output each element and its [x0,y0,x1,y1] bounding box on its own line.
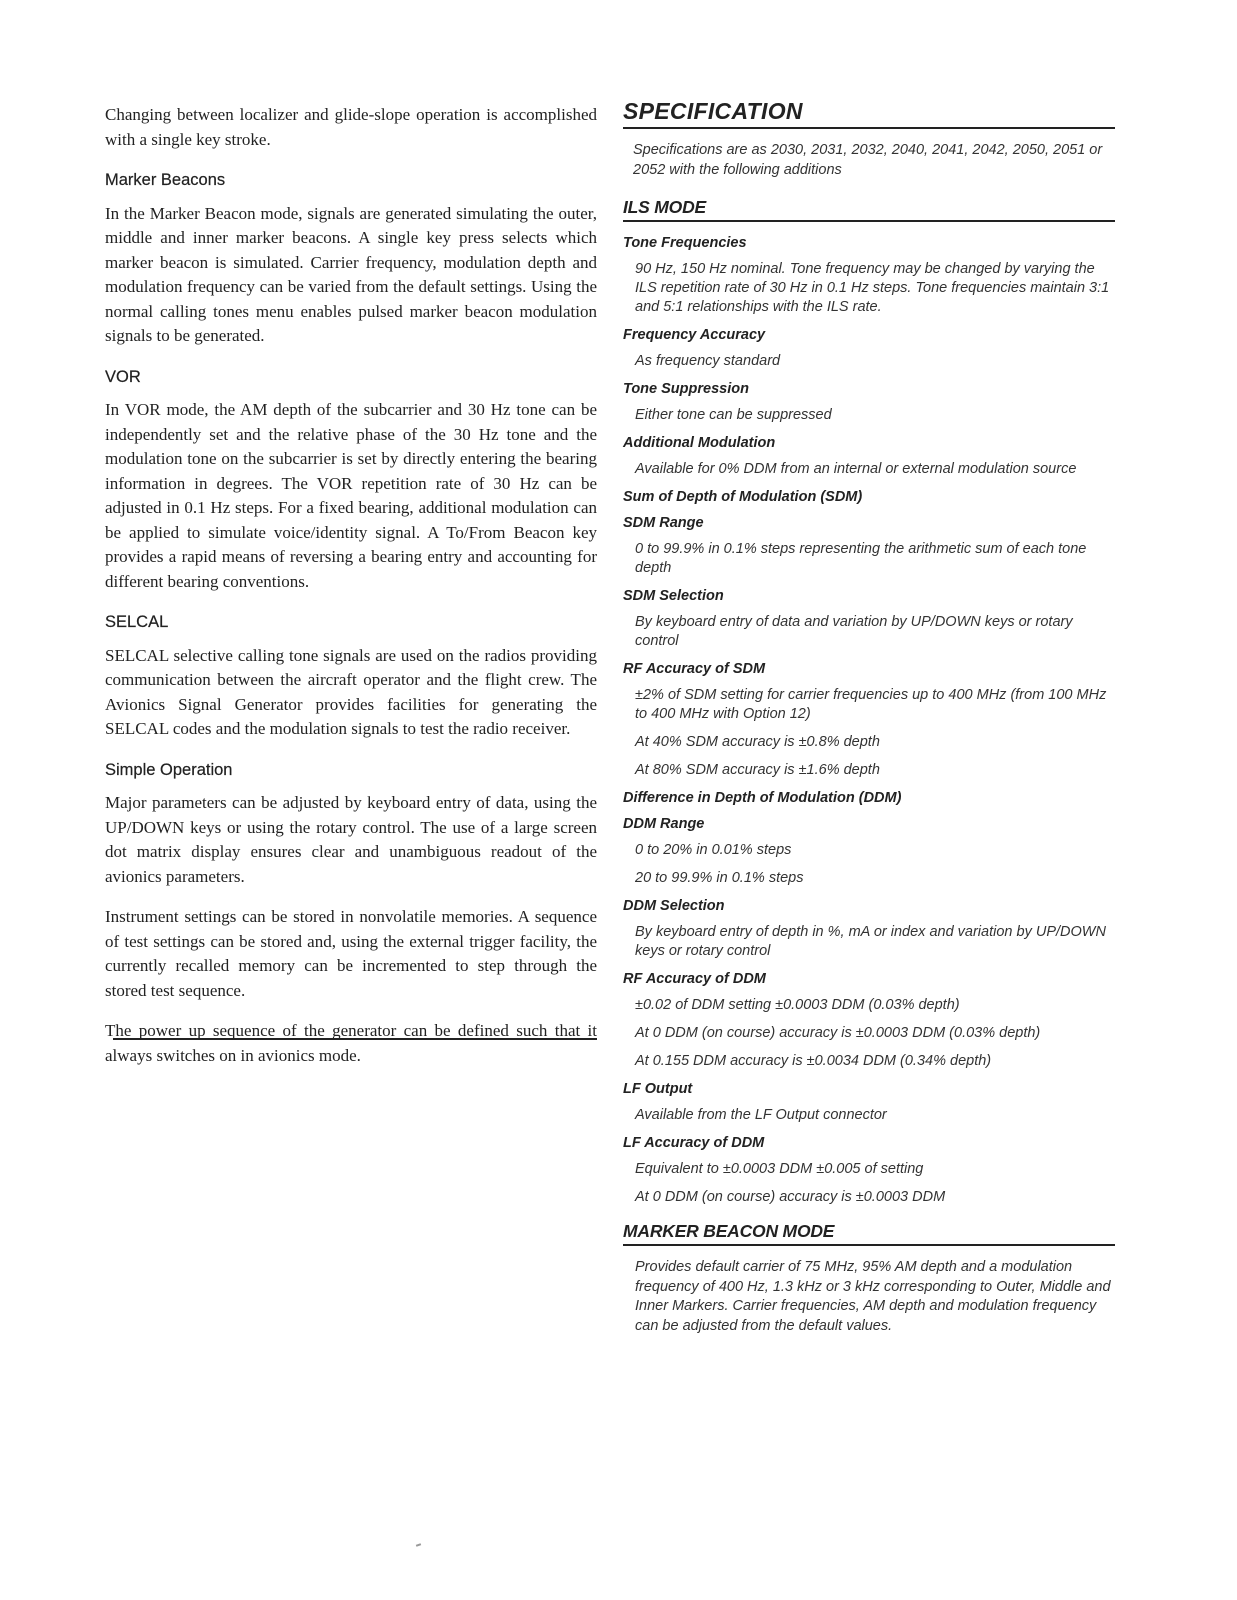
spec-label: RF Accuracy of DDM [623,971,766,987]
spec-label: RF Accuracy of SDM [623,661,766,677]
spec-item [623,970,1115,1071]
scan-speck [416,1543,421,1547]
spec-item [623,789,1115,807]
left-column [105,103,597,1084]
spec-value: 90 Hz, 150 Hz nominal. Tone frequency may be changed by varying the ILS repetition rate of 30 Hz in 0.1 Hz steps. Tone frequencies maintain 3:1 and 5:1 relationships with the ILS rate. [635,261,1110,315]
spec-value: At 0 DDM (on course) accuracy is ±0.0003 DDM (0.03% depth) [635,1025,1041,1041]
spec-item [623,234,1115,317]
spec-label: Tone Frequencies [623,235,747,251]
spec-item [623,514,1115,578]
spec-value: At 80% SDM accuracy is ±1.6% depth [635,762,880,778]
spec-item [623,897,1115,961]
spec-label: Sum of Depth of Modulation (SDM) [623,489,863,505]
specification-title: SPECIFICATION [623,98,1115,129]
spec-item [623,434,1115,479]
spec-value: 0 to 99.9% in 0.1% steps representing the arithmetic sum of each tone depth [635,541,1087,576]
spec-item [623,326,1115,371]
spec-label: DDM Selection [623,898,725,914]
spec-label: SDM Selection [623,588,724,604]
spec-value: Available for 0% DDM from an internal or external modulation source [635,461,1077,477]
spec-value: ±2% of SDM setting for carrier frequencies up to 400 MHz (from 100 MHz to 400 MHz with Option 12) [635,687,1107,722]
spec-value: At 40% SDM accuracy is ±0.8% depth [635,734,880,750]
spec-item [623,380,1115,425]
spec-label: Additional Modulation [623,435,776,451]
spec-label: SDM Range [623,515,704,531]
intro-paragraph: Changing between localizer and glide-slope operation is accomplished with a single key stroke. [105,105,597,149]
spec-label: LF Output [623,1081,693,1097]
spec-label: Frequency Accuracy [623,327,766,343]
spec-item [623,1134,1115,1207]
spec-label: DDM Range [623,816,705,832]
spec-item [623,815,1115,888]
spec-item [623,587,1115,651]
selcal-text: SELCAL selective calling tone signals are used on the radios providing communication between the aircraft operator and the flight crew. The Avionics Signal Generator provides facilities for generating the SELCAL codes and the modulation signals to test the radio receiver. [105,645,597,738]
spec-value: ±0.02 of DDM setting ±0.0003 DDM (0.03% depth) [635,997,960,1013]
spec-value: As frequency standard [635,353,781,369]
vor-text: In VOR mode, the AM depth of the subcarrier and 30 Hz tone can be independently set and the relative phase of the 30 Hz tone and the modulation tone on the subcarrier is set by directly entering the bearing information in degrees. The VOR repetition rate of 30 Hz can be adjusted in 0.1 Hz steps. For a fixed bearing, additional modulation can be applied to simulate voice/identity signal. A To/From Beacon key provides a rapid means of reversing a bearing entry and accounting for different bearing conventions. [105,400,597,591]
spec-value: 20 to 99.9% in 0.1% steps [635,870,804,886]
marker-beacons-heading: Marker Beacons [105,171,226,189]
vor-heading: VOR [105,367,141,386]
spec-value: 0 to 20% in 0.01% steps [635,842,792,858]
ils-spec-list [623,234,1115,1207]
simple-operation-paragraph-3: The power up sequence of the generator can be defined such that it always switches on in avionics mode. [105,1021,597,1065]
marker-beacons-text: In the Marker Beacon mode, signals are generated simulating the outer, middle and inner marker beacons. A single key press selects which marker beacon is simulated. Carrier frequency, modulation depth and modulation frequency can be varied from the default settings. Using the normal calling tones menu enables pulsed marker beacon modulation signals to be generated. [105,203,597,345]
selcal-heading: SELCAL [105,613,169,631]
spec-value: At 0.155 DDM accuracy is ±0.0034 DDM (0.34% depth) [635,1053,992,1069]
spec-value: At 0 DDM (on course) accuracy is ±0.0003 DDM [635,1189,946,1205]
spec-item [623,660,1115,780]
ils-mode-heading: ILS MODE [623,197,1115,222]
right-column [623,98,1115,1336]
left-column-rule [113,1038,597,1040]
spec-item [623,1080,1115,1125]
spec-value: Either tone can be suppressed [635,407,832,423]
marker-beacon-mode-heading: MARKER BEACON MODE [623,1221,1115,1246]
simple-operation-heading: Simple Operation [105,760,233,779]
marker-beacon-mode-text: Provides default carrier of 75 MHz, 95% AM depth and a modulation frequency of 400 Hz, 1.3 kHz or 3 kHz corresponding to Outer, Middle and Inner Markers. Carrier frequencies, AM depth and modulation frequency can be adjusted from the default values. [635,1259,1111,1334]
spec-value: Available from the LF Output connector [635,1107,887,1123]
simple-operation-paragraph-2: Instrument settings can be stored in nonvolatile memories. A sequence of test settings can be stored and, using the external trigger facility, the currently recalled memory can be incremented to step through the stored test sequence. [105,907,597,1000]
spec-value: Equivalent to ±0.0003 DDM ±0.005 of setting [635,1161,924,1177]
spec-value: By keyboard entry of data and variation by UP/DOWN keys or rotary control [635,614,1073,649]
spec-label: Difference in Depth of Modulation (DDM) [623,790,902,806]
specification-intro: Specifications are as 2030, 2031, 2032, 2040, 2041, 2042, 2050, 2051 or 2052 with the following additions [633,142,1103,178]
spec-item [623,488,1115,506]
spec-label: Tone Suppression [623,381,749,397]
simple-operation-paragraph-1: Major parameters can be adjusted by keyboard entry of data, using the UP/DOWN keys or using the rotary control. The use of a large screen dot matrix display ensures clear and unambiguous readout of the avionics parameters. [105,793,597,886]
spec-label: LF Accuracy of DDM [623,1135,765,1151]
spec-value: By keyboard entry of depth in %, mA or index and variation by UP/DOWN keys or rotary control [635,924,1106,959]
